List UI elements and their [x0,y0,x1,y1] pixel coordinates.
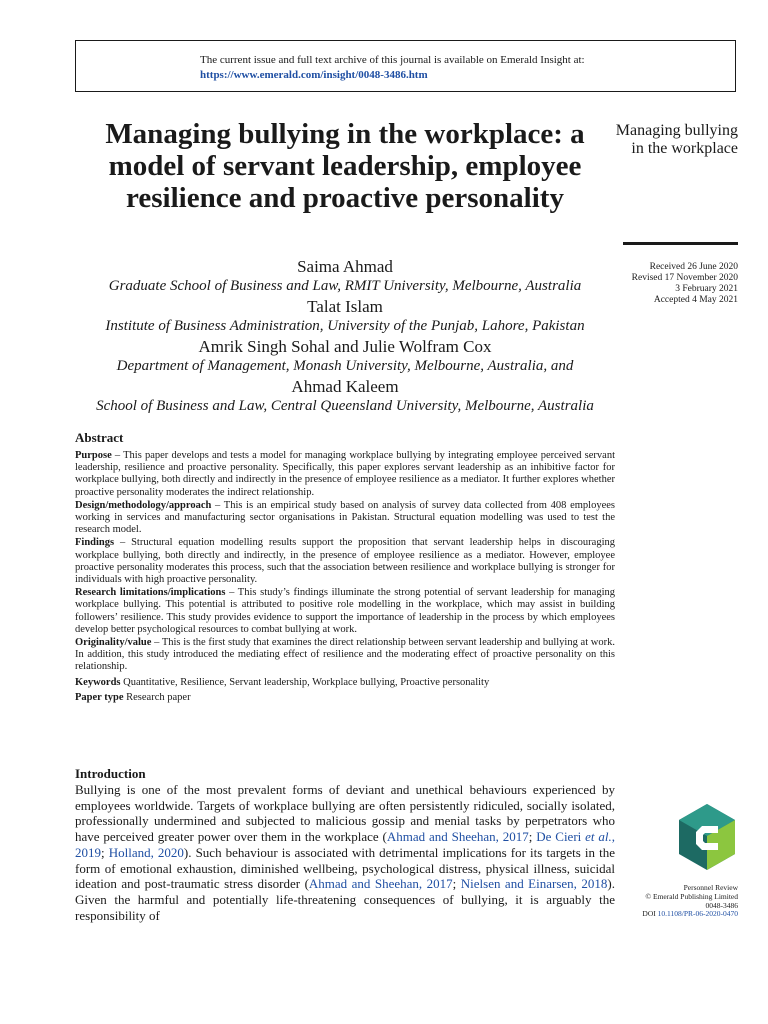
citation-link[interactable]: Nielsen and Einarsen, 2018 [460,876,608,892]
abstract-limitations [75,587,615,636]
keywords-text: Quantitative, Resilience, Servant leadership, Workplace bullying, Proactive personality [120,676,490,688]
journal-info [600,884,738,919]
keywords-label: Keywords [75,676,121,688]
citation-etal: et al. [585,829,612,845]
citation-link[interactable]: Ahmad and Sheehan, 2017 [308,876,453,892]
introduction-paragraph [75,782,615,923]
abstract-label: Design/methodology/approach [75,499,212,511]
abstract-label: Research limitations/implications [75,587,226,599]
author-affiliation: Graduate School of Business and Law, RMIT University, Melbourne, Australia [108,278,582,294]
citation-separator: ; [101,844,109,860]
citation-link[interactable]: Ahmad and Sheehan, 2017 [386,829,529,845]
body-text: ). Given the harmful and potentially life-threatening consequences of bullying, it is arguably the responsibility of [75,876,615,923]
citation-separator: ; [528,829,537,845]
abstract-text: – This is an empirical study based on analysis of survey data collected from 408 employees working in services and manufacturing sector organisations in Pakistan. Structural equation modelling was used to test the research model. [75,499,615,536]
journal-archive-link[interactable]: https://www.emerald.com/insight/0048-3486.htm [200,69,428,81]
author-name: Amrik Singh Sohal and Julie Wolfram Cox [198,337,492,356]
paper-type-label: Paper type [75,691,124,703]
running-title: Managing bullying in the workplace [615,122,738,157]
doi-prefix: DOI [642,909,656,919]
introduction-heading: Introduction [75,766,146,781]
author-block [75,256,615,416]
body-text: Bullying is one of the most prevalent forms of deviant and unethical behaviours experienced by employees worldwide. Targets of workplace bullying are often persistently ridiculed, socially isolated, professionally undermined and subjected to malicious gossip and menial tasks by perpetrators who have perceived greater power over them in the workplace ( [75,782,615,845]
date-revised: Revised 17 November 2020 [631,273,738,283]
citation-year: , 2019 [75,829,615,860]
citation-separator: ; [452,876,461,892]
paper-type-line [75,690,615,705]
abstract-text: – Structural equation modelling results support the proposition that servant leadership helps in discouraging workplace bullying, both directly and indirectly, in the presence of employee resilience as a mediator. However, employee proactive personality moderates this process, such that the association between resilience and workplace bullying is stronger for individuals with high proactive personality. [75,537,615,586]
issn-line: 0048-3486 [705,900,738,910]
abstract-findings [75,537,615,586]
notice-text [200,53,585,83]
doi-link[interactable]: 10.1108/PR-06-2020-0470 [657,909,738,919]
introduction-section [75,766,615,923]
author-affiliation: School of Business and Law, Central Queensland University, Melbourne, Australia [96,398,594,414]
author-affiliation: Institute of Business Administration, University of the Punjab, Lahore, Pakistan [105,318,585,334]
journal-notice-box [75,40,736,92]
journal-name: Personnel Review [683,883,738,892]
abstract-purpose [75,450,615,499]
abstract-heading: Abstract [75,430,124,445]
body-text: ). Such behaviour is associated with detrimental implications for its targets in the form of emotional exhaustion, diminished wellbeing, psychological distress, physical illness, suicidal ideation and post-traumatic stress disorder ( [75,844,615,892]
abstract-text: – This is the first study that examines the direct relationship between servant leadership and bullying at work. In addition, this study introduced the mediating effect of resilience and the moderating effect of proactive personality on this relationship. [75,637,615,673]
citation-link[interactable]: Holland, 2020 [108,844,184,860]
submission-dates [600,262,738,306]
publisher-line: © Emerald Publishing Limited [645,891,738,901]
abstract-label: Purpose [75,450,112,461]
abstract-design [75,500,615,537]
author-name: Saima Ahmad [297,257,393,276]
notice-line: The current issue and full text archive of this journal is available on Emerald Insight at: [200,54,585,66]
doi-line [600,910,738,919]
abstract-label: Originality/value [75,637,152,649]
author-affiliation: Department of Management, Monash University, Melbourne, Australia, and [116,358,574,374]
journal-logo-icon [676,802,738,872]
abstract-text: – This study’s findings illuminate the strong potential of servant leadership for managing workplace bullying. This potential is attributed to positive role modelling in the workplace, which may assist in building followers’ resilience. This study provides evidence to support the importance of leadership in the process by which employees develop better psychological resources to combat bullying at work. [75,587,615,635]
abstract-text: – This paper develops and tests a model for managing workplace bullying by integrating employee perceived servant leadership, resilience and proactive personality. Specifically, this paper explores servant leadership as an inhibitive factor for workplace bullying, both directly and indirectly in the presence of employee resilience as a mediator. It further explores whether proactive personality moderates the indirect relationship. [75,450,615,498]
article-title: Managing bullying in the workplace: a model of servant leadership, employee resilience and proactive personality [105,118,585,214]
abstract-label: Findings [75,537,115,549]
author-name: Ahmad Kaleem [291,377,399,396]
abstract-section [75,430,615,705]
date-received: Received 26 June 2020 [649,262,738,272]
paper-type-text: Research paper [123,691,191,703]
date-revised-2: 3 February 2021 [675,284,738,294]
date-accepted: Accepted 4 May 2021 [653,295,738,305]
citation-author: De Cieri [536,829,586,845]
author-name: Talat Islam [307,297,383,316]
abstract-originality [75,637,615,674]
margin-rule [623,242,738,245]
keywords-line [75,675,615,690]
